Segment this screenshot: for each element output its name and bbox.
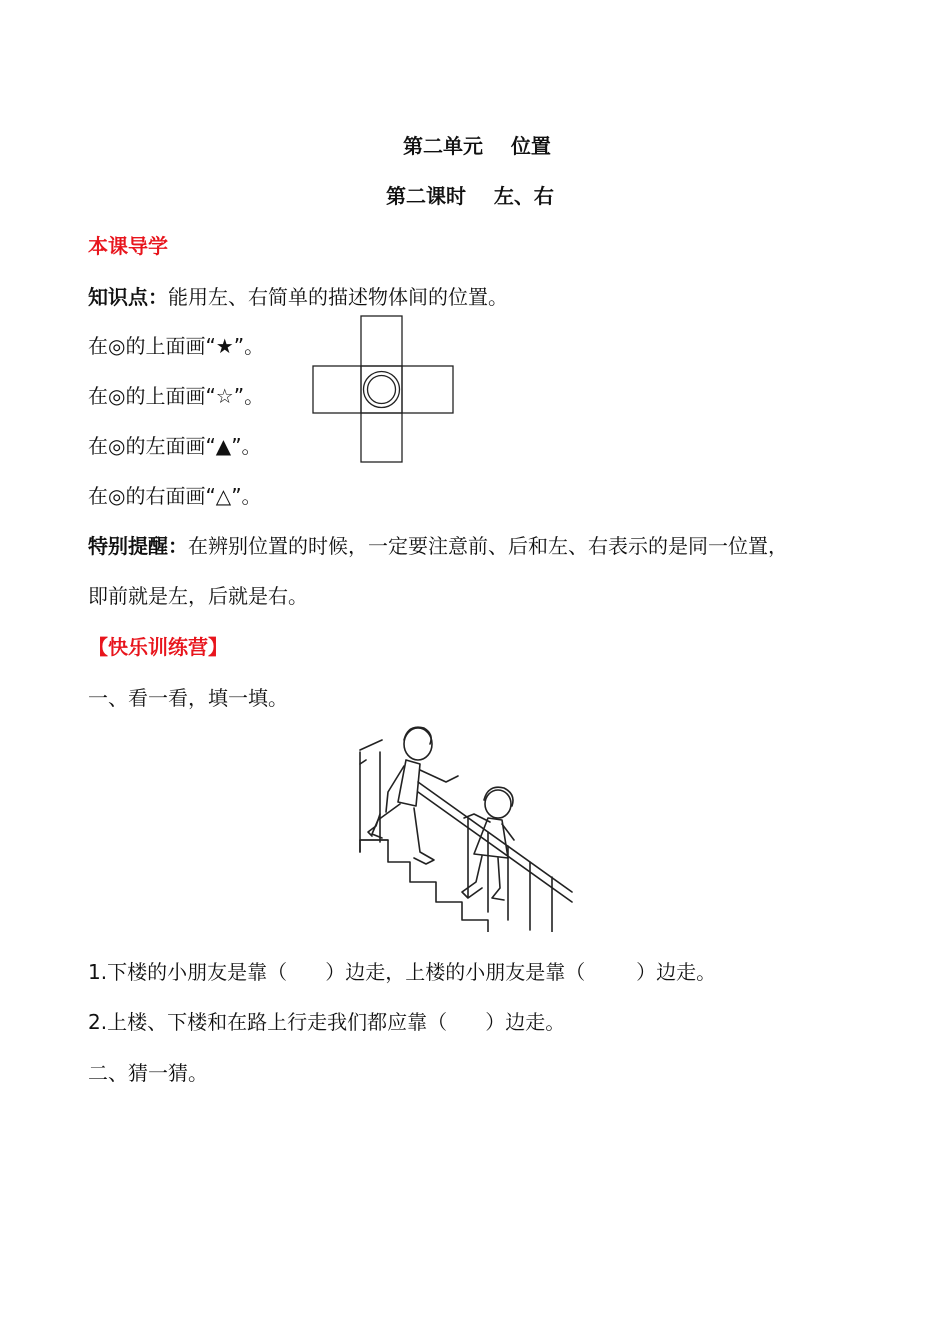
double-circle-outer bbox=[364, 372, 400, 408]
handrail-top bbox=[360, 740, 382, 750]
grid-cell-left bbox=[313, 366, 361, 413]
handrail-lower bbox=[418, 792, 572, 902]
section1-title: 一、看一看，填一填。 bbox=[88, 686, 288, 710]
grid-cell-right bbox=[402, 366, 453, 413]
question-1: 1.下楼的小朋友是靠（ ）边走，上楼的小朋友是靠（ ）边走。 bbox=[88, 960, 717, 984]
knowledge-point bbox=[88, 281, 508, 310]
instruction-3: 在◎的左面画“▲”。 bbox=[88, 434, 262, 458]
boy-body bbox=[398, 760, 420, 806]
lesson-title: 第二课时 左、右 bbox=[386, 184, 554, 208]
grid-cell-bottom bbox=[361, 413, 402, 462]
cross-grid-diagram bbox=[312, 315, 454, 463]
guide-heading: 本课导学 bbox=[88, 234, 168, 258]
unit-title: 第二单元 位置 bbox=[403, 134, 551, 158]
reminder-line-1 bbox=[88, 530, 788, 559]
reminder-label: 特别提醒： bbox=[88, 534, 188, 558]
question-2: 2.上楼、下楼和在路上行走我们都应靠（ ）边走。 bbox=[88, 1010, 566, 1034]
practice-heading: 【快乐训练营】 bbox=[88, 635, 228, 659]
girl-head bbox=[485, 790, 511, 818]
double-circle-inner bbox=[368, 376, 396, 404]
knowledge-text: 能用左、右简单的描述物体间的位置。 bbox=[168, 285, 508, 309]
knowledge-label: 知识点： bbox=[88, 285, 168, 309]
reminder-line-2: 即前就是左，后就是右。 bbox=[88, 584, 308, 608]
instruction-2: 在◎的上面画“☆”。 bbox=[88, 384, 265, 408]
grid-cell-top bbox=[361, 316, 402, 366]
instruction-1: 在◎的上面画“★”。 bbox=[88, 334, 265, 358]
instruction-4: 在◎的右面画“△”。 bbox=[88, 484, 262, 508]
handrail-upper bbox=[418, 782, 572, 892]
reminder-text: 在辨别位置的时候，一定要注意前、后和左、右表示的是同一位置， bbox=[188, 534, 788, 558]
stairs-illustration bbox=[358, 722, 580, 932]
boy-head bbox=[404, 728, 432, 760]
section2-title: 二、猜一猜。 bbox=[88, 1061, 208, 1085]
